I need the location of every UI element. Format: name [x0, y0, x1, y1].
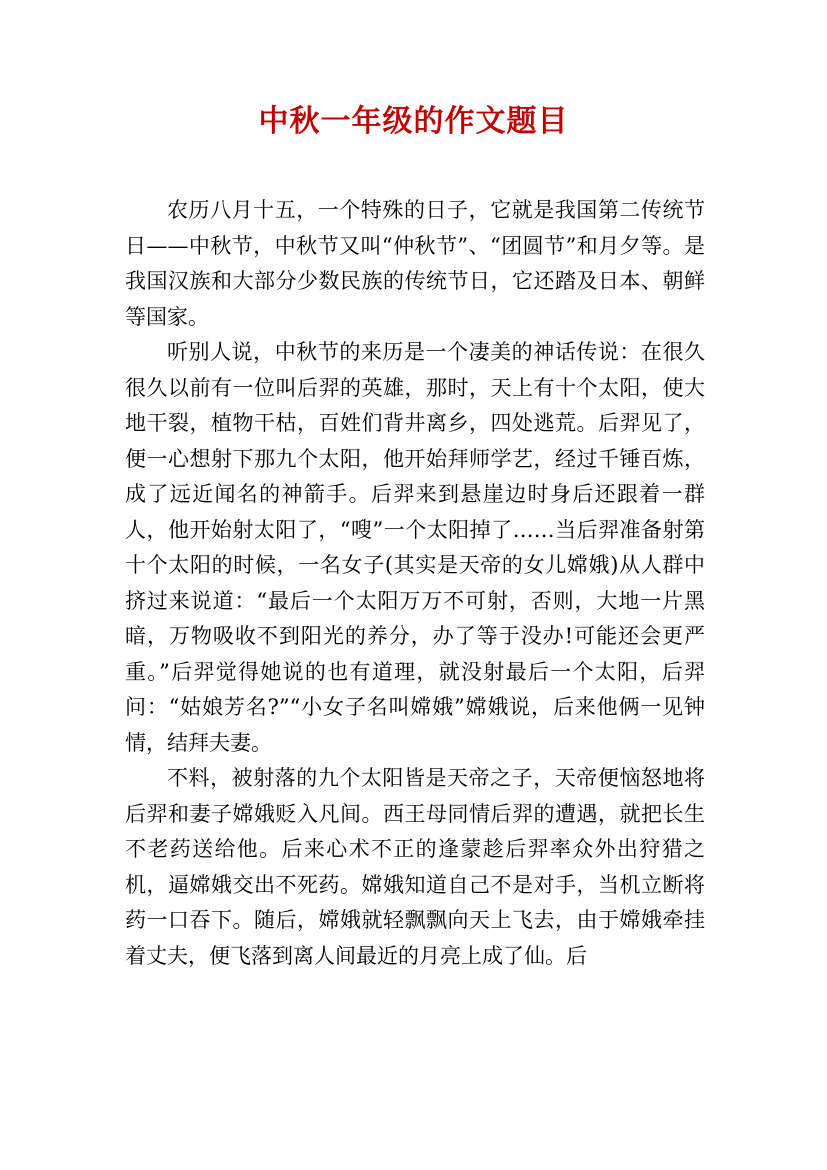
- document-title: 中秋一年级的作文题目: [258, 104, 569, 139]
- document-body: [125, 193, 705, 974]
- paragraph: 听别人说，中秋节的来历是一个凄美的神话传说：在很久很久以前有一位叫后羿的英雄，那时，天上有十个太阳，使大地干裂，植物干枯，百姓们背井离乡，四处逃荒。后羿见了，便一心想射下那九个太阳，他开始拜师学艺，经过千锤百炼，成了远近闻名的神箭手。后羿来到悬崖边时身后还跟着一群人，他开始射太阳了，“嗖”一个太阳掉了……当后羿准备射第十个太阳的时候，一名女子(其实是天帝的女儿嫦娥)从人群中挤过来说道：“最后一个太阳万万不可射，否则，大地一片黑暗，万物吸收不到阳光的养分，办了等于没办!可能还会更严重。”后羿觉得她说的也有道理，就没射最后一个太阳，后羿问：“姑娘芳名?”“小女子名叫嫦娥”嫦娥说，后来他俩一见钟情，结拜夫妻。: [125, 340, 705, 755]
- paragraph: 不料，被射落的九个太阳皆是天帝之子，天帝便恼怒地将后羿和妻子嫦娥贬入凡间。西王母同情后羿的遭遇，就把长生不老药送给他。后来心术不正的逢蒙趁后羿率众外出狩猎之机，逼嫦娥交出不死药。嫦娥知道自己不是对手，当机立断将药一口吞下。随后，嫦娥就轻飘飘向天上飞去，由于嫦娥牵挂着丈夫，便飞落到离人间最近的月亮上成了仙。后: [125, 766, 705, 968]
- paragraph: 农历八月十五，一个特殊的日子，它就是我国第二传统节日——中秋节，中秋节又叫“仲秋节”、“团圆节”和月夕等。是我国汉族和大部分少数民族的传统节日，它还踏及日本、朝鲜等国家。: [125, 198, 705, 329]
